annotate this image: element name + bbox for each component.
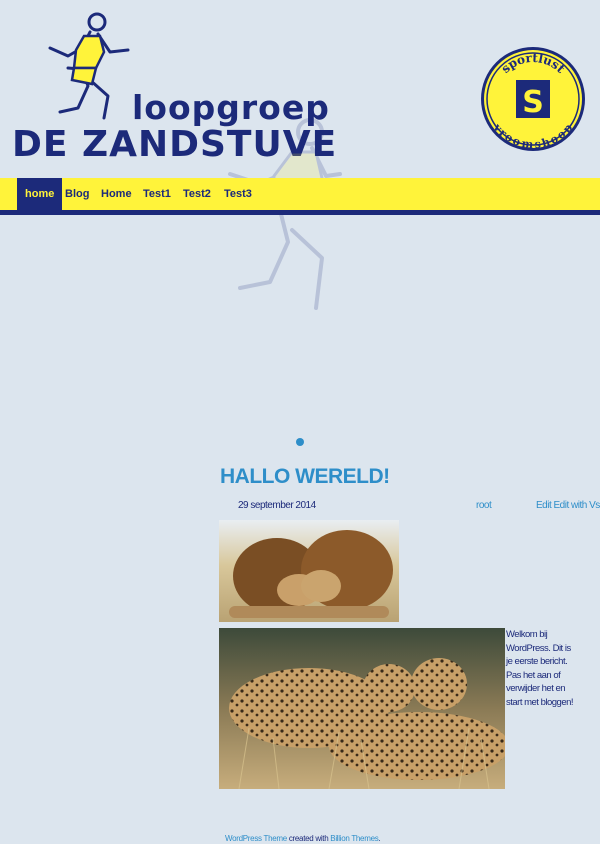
footer — [225, 834, 380, 843]
nav-bar — [0, 178, 600, 210]
nav-item-blog[interactable]: Blog — [65, 188, 90, 200]
nav-item-test3[interactable]: Test3 — [224, 188, 252, 200]
cheetahs-image — [219, 628, 505, 789]
footer-end-text: . — [378, 834, 381, 843]
footer-theme-link[interactable]: WordPress Theme — [225, 834, 287, 843]
sportlust-badge-icon[interactable] — [480, 46, 586, 152]
lions-image — [219, 520, 399, 622]
nav-item-home[interactable]: Home — [101, 188, 132, 200]
post-date: 29 september 2014 — [238, 500, 316, 511]
logo-text-loopgroep: loopgroep — [132, 88, 330, 127]
nav-item-test2[interactable]: Test2 — [183, 188, 211, 200]
badge-top-text: sportlust — [498, 50, 568, 76]
badge-bottom-text: vroomshoop — [490, 121, 576, 152]
logo-text-de-zandstuve: DE ZANDSTUVE — [12, 124, 338, 165]
nav-bar-underline — [0, 210, 600, 215]
post-author-link[interactable]: root — [476, 500, 492, 511]
nav-item-home-active[interactable]: home — [17, 178, 62, 210]
post-edit-link[interactable]: Edit Edit with Vs — [536, 500, 600, 511]
watermark-runner-icon — [200, 112, 345, 322]
footer-maker-link[interactable]: Billion Themes — [330, 834, 379, 843]
runner-logo-icon[interactable] — [30, 8, 140, 126]
post-title[interactable]: HALLO WERELD! — [220, 465, 390, 488]
nav-item-test1[interactable]: Test1 — [143, 188, 171, 200]
post-body-text: Welkom bij WordPress. Dit is je eerste bericht. Pas het aan of verwijder het en start met bloggen! — [506, 629, 574, 708]
post-bullet-icon — [296, 438, 304, 446]
footer-middle-text: created with — [286, 834, 331, 843]
badge-letter: S — [522, 85, 544, 120]
